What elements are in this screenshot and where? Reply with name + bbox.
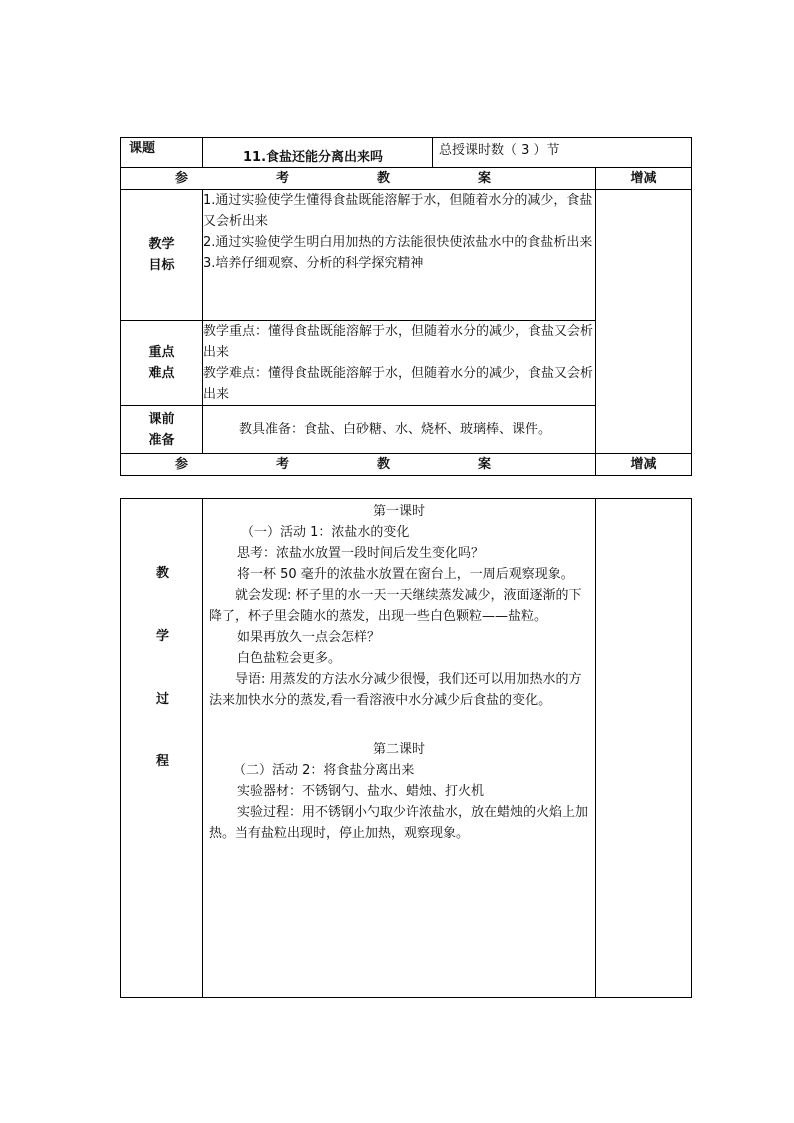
paragraph: 将一杯 50 毫升的浓盐水放置在窗台上，一周后观察现象。 bbox=[237, 567, 574, 582]
process-content bbox=[203, 499, 596, 998]
activity1-heading: （一）活动 1：浓盐水的变化 bbox=[241, 525, 410, 540]
keypoints-label: 重点 难点 bbox=[121, 321, 203, 406]
ref-char: 案 bbox=[477, 457, 491, 472]
paragraph: 就会发现: 杯子里的水一天一天继续蒸发减少，液面逐渐的下降了，杯子里会随水的蒸发，出现一些白色颗粒——盐粒。 bbox=[209, 588, 582, 624]
reference-footer bbox=[121, 454, 596, 476]
activity2-heading: （二）活动 2：将食盐分离出来 bbox=[233, 763, 415, 778]
ref-char: 案 bbox=[477, 171, 491, 186]
side-char: 教 bbox=[156, 566, 170, 581]
adjust-label-footer: 增减 bbox=[596, 454, 692, 476]
total-hours: 总授课时数（ 3 ）节 bbox=[433, 138, 692, 168]
process-steps: 实验过程：用不锈钢小勺取少许浓盐水，放在蜡烛的火焰上加热。当有盐粒出现时，停止加热，观察现象。 bbox=[209, 805, 589, 841]
goals-label: 教学 目标 bbox=[121, 190, 203, 321]
ref-char: 考 bbox=[275, 457, 289, 472]
side-char: 程 bbox=[156, 754, 170, 769]
paragraph: 白色盐粒会更多。 bbox=[237, 651, 342, 666]
materials: 实验器材：不锈钢勺、盐水、蜡烛、打火机 bbox=[237, 784, 485, 799]
ref-char: 考 bbox=[275, 171, 289, 186]
side-char: 过 bbox=[156, 692, 170, 707]
lesson1-title: 第一课时 bbox=[372, 504, 425, 519]
ref-char: 教 bbox=[376, 171, 390, 186]
prep-label: 课前 准备 bbox=[121, 406, 203, 454]
keypoint-item: 教学重点：懂得食盐既能溶解于水，但随着水分的减少，食盐又会析出来 bbox=[203, 324, 594, 360]
lesson-plan-header-table bbox=[120, 137, 692, 476]
topic-title: 11.食盐还能分离出来吗 bbox=[203, 138, 433, 168]
side-char: 学 bbox=[156, 629, 170, 644]
goal-item: 1.通过实验使学生懂得食盐既能溶解于水，但随着水分的减少，食盐又会析出来 bbox=[203, 193, 593, 229]
ref-char: 参 bbox=[174, 171, 188, 186]
paragraph: 如果再放久一点会怎样？ bbox=[237, 630, 381, 645]
teaching-process-table bbox=[120, 498, 692, 998]
goal-item: 2.通过实验使学生明白用加热的方法能很快使浓盐水中的食盐析出来 bbox=[203, 235, 593, 250]
lesson2-title: 第二课时 bbox=[372, 742, 425, 757]
ref-char: 参 bbox=[174, 457, 188, 472]
spacer bbox=[203, 711, 595, 739]
ref-char: 教 bbox=[376, 457, 390, 472]
class-prep: 教具准备：食盐、白砂糖、水、烧杯、玻璃棒、课件。 bbox=[203, 406, 596, 454]
adjust-label: 增减 bbox=[596, 168, 692, 190]
teaching-goals bbox=[203, 190, 596, 321]
reference-header bbox=[121, 168, 596, 190]
adjust-column bbox=[596, 499, 692, 998]
keypoint-item: 教学难点：懂得食盐既能溶解于水，但随着水分的减少，食盐又会析出来 bbox=[203, 366, 594, 402]
key-points bbox=[203, 321, 596, 406]
topic-label: 课题 bbox=[121, 138, 203, 168]
think-question: 思考：浓盐水放置一段时间后发生变化吗？ bbox=[237, 546, 485, 561]
adjust-column bbox=[596, 190, 692, 454]
goal-item: 3.培养仔细观察、分析的科学探究精神 bbox=[203, 256, 424, 271]
paragraph: 导语: 用蒸发的方法水分减少很慢，我们还可以用加热水的方法来加快水分的蒸发,看一看溶液中水分减少后食盐的变化。 bbox=[209, 672, 582, 708]
